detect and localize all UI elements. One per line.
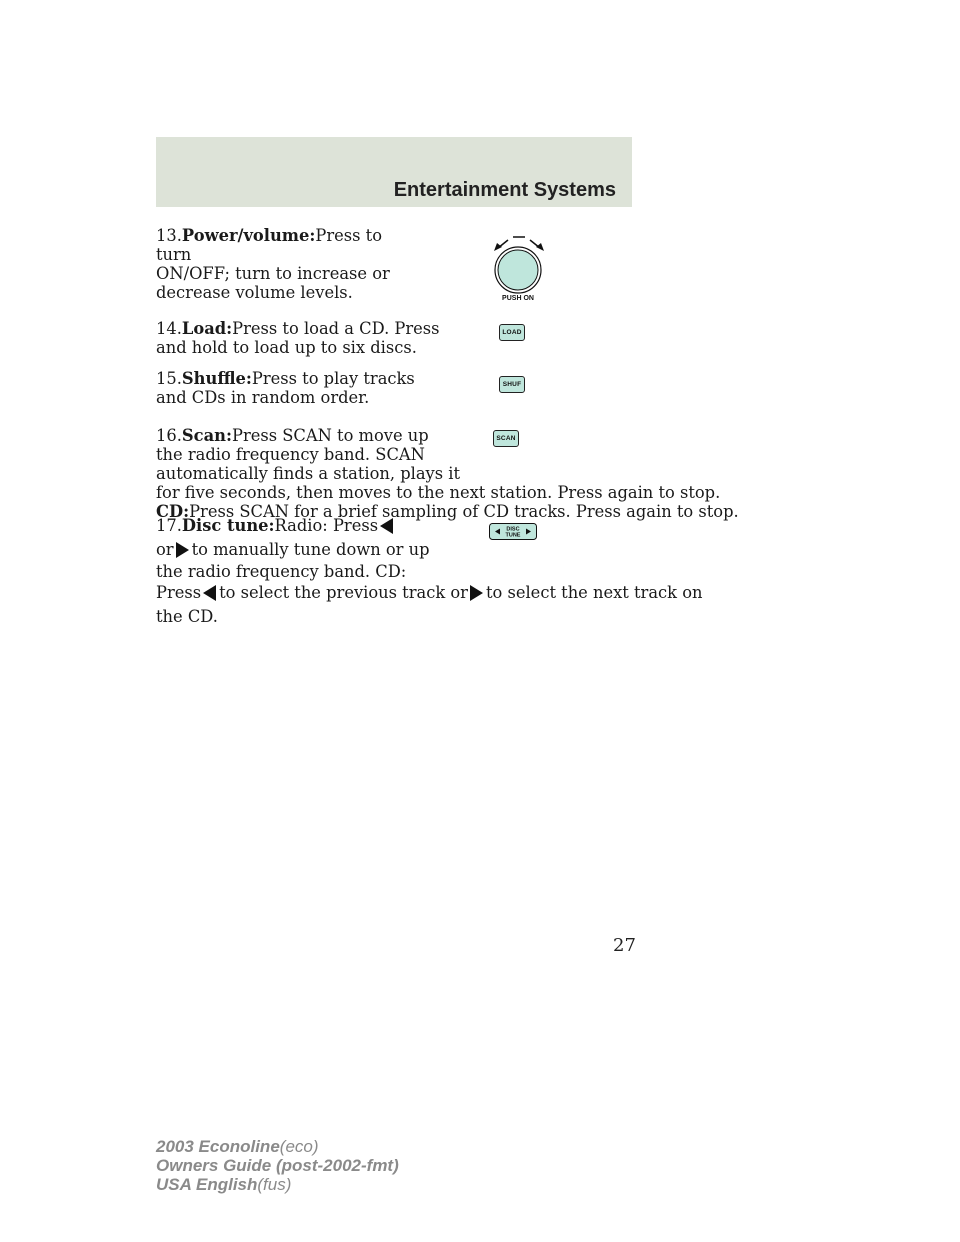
item-number: 15. bbox=[156, 369, 182, 388]
section-title: Entertainment Systems bbox=[393, 179, 616, 201]
item-text: ON/OFF; turn to increase or bbox=[156, 264, 390, 283]
item-text: and CDs in random order. bbox=[156, 388, 370, 407]
footer-guide: Owners Guide (post-2002-fmt) bbox=[156, 1156, 399, 1175]
item-text: automatically finds a station, plays it bbox=[156, 464, 461, 483]
item-text: Press bbox=[156, 583, 202, 602]
item-number: 13. bbox=[156, 226, 182, 245]
item-disc-tune bbox=[156, 514, 703, 629]
item-shuffle bbox=[156, 369, 456, 407]
item-title: Disc tune: bbox=[181, 516, 275, 535]
item-text: or bbox=[156, 540, 174, 559]
disc-label: DISC bbox=[506, 526, 520, 533]
item-text: Press SCAN to move up bbox=[231, 426, 429, 445]
disc-tune-button-icon bbox=[489, 523, 537, 541]
item-text: Press SCAN for a brief sampling of CD tracks. Press again to stop. bbox=[189, 502, 739, 521]
item-text: Radio: Press bbox=[274, 516, 379, 535]
item-text: for five seconds, then moves to the next station. Press again to stop. bbox=[156, 483, 721, 502]
item-load bbox=[156, 319, 456, 357]
knob-label: PUSH ON bbox=[502, 295, 534, 302]
load-button-icon: LOAD bbox=[499, 324, 525, 341]
item-title: Load: bbox=[181, 319, 233, 338]
power-volume-knob-icon bbox=[484, 226, 554, 302]
item-text: decrease volume levels. bbox=[156, 283, 353, 302]
item-title: Scan: bbox=[181, 426, 232, 445]
scan-button-icon: SCAN bbox=[493, 430, 519, 447]
item-text: Press to load a CD. Press bbox=[232, 319, 440, 338]
item-number: 17. bbox=[156, 516, 182, 535]
footer-language-code: (fus) bbox=[257, 1175, 292, 1194]
item-power-volume bbox=[156, 226, 416, 302]
item-text: to manually tune down or up bbox=[191, 540, 430, 559]
item-number: 14. bbox=[156, 319, 182, 338]
item-title: Power/volume: bbox=[181, 226, 316, 245]
item-scan bbox=[156, 426, 739, 521]
section-header-band bbox=[156, 137, 632, 207]
item-text: the radio frequency band. CD: bbox=[156, 562, 407, 581]
seek-right-icon bbox=[176, 542, 189, 558]
seek-right-icon bbox=[470, 585, 483, 601]
footer-model-code: (eco) bbox=[279, 1137, 319, 1156]
item-text: and hold to load up to six discs. bbox=[156, 338, 417, 357]
document-footer bbox=[156, 1137, 399, 1194]
footer-language: USA English bbox=[156, 1175, 258, 1194]
item-text: Press to turn bbox=[156, 226, 383, 264]
tune-label: TUNE bbox=[505, 532, 521, 539]
seek-left-icon bbox=[380, 518, 393, 534]
item-text: the CD. bbox=[156, 607, 218, 626]
item-number: 16. bbox=[156, 426, 182, 445]
item-text: the radio frequency band. SCAN bbox=[156, 445, 425, 464]
footer-model: 2003 Econoline bbox=[156, 1137, 280, 1156]
page-number: 27 bbox=[613, 935, 636, 956]
item-text: to select the previous track or bbox=[219, 583, 468, 602]
item-title: Shuffle: bbox=[181, 369, 252, 388]
cd-label: CD: bbox=[156, 502, 190, 521]
item-text: Press to play tracks bbox=[251, 369, 415, 388]
item-text: to select the next track on bbox=[485, 583, 703, 602]
shuffle-button-icon: SHUF bbox=[499, 376, 525, 393]
seek-left-icon bbox=[203, 585, 216, 601]
